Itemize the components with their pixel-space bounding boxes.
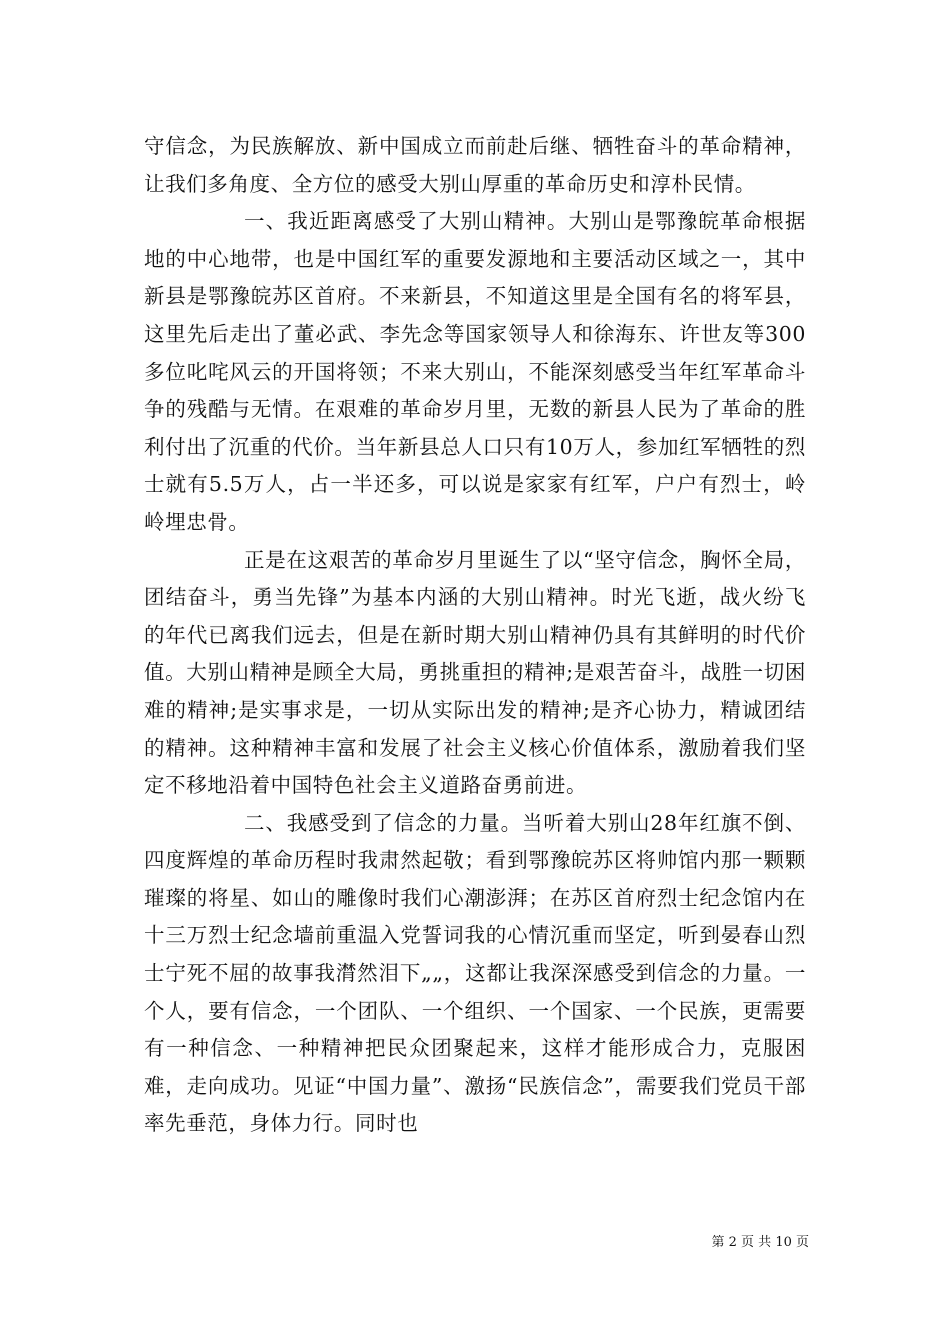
paragraph-dabieshan-spirit: 一、我近距离感受了大别山精神。大别山是鄂豫皖革命根据地的中心地带，也是中国红军的重要发源地和主要活动区域之一，其中新县是鄂豫皖苏区首府。不来新县，不知道这里是全国有名的将军县，这里先后走出了董必武、李先念等国家领导人和徐海东、许世友等300多位叱咤风云的开国将领；不来大别山，不能深刻感受当年红军革命斗争的残酷与无情。在艰难的革命岁月里，无数的新县人民为了革命的胜利付出了沉重的代价。当年新县总人口只有10万人，参加红军牺牲的烈士就有5.5万人，占一半还多，可以说是家家有红军，户户有烈士，岭岭埋忠骨。: [144, 209, 806, 534]
paragraph-spirit-meaning: 正是在这艰苦的革命岁月里诞生了以“坚守信念，胸怀全局，团结奋斗，勇当先锋”为基本内涵的大别山精神。时光飞逝，战火纷飞的年代已离我们远去，但是在新时期大别山精神仍具有其鲜明的时代价值。大别山精神是顾全大局，勇挑重担的精神;是艰苦奋斗，战胜一切困难的精神;是实事求是，一切从实际出发的精神;是齐心协力，精诚团结的精神。这种精神丰富和发展了社会主义核心价值体系，激励着我们坚定不移地沿着中国特色社会主义道路奋勇前进。: [144, 547, 806, 798]
document-body: [144, 128, 806, 1143]
paragraph-continuation: 守信念，为民族解放、新中国成立而前赴后继、牺牲奋斗的革命精神，让我们多角度、全方位的感受大别山厚重的革命历史和淳朴民情。: [144, 134, 806, 196]
page-number-footer: 第 2 页 共 10 页: [711, 1235, 809, 1250]
paragraph-power-of-belief: 二、我感受到了信念的力量。当听着大别山28年红旗不倒、四度辉煌的革命历程时我肃然起敬；看到鄂豫皖苏区将帅馆内那一颗颗璀璨的将星、如山的雕像时我们心潮澎湃；在苏区首府烈士纪念馆内在十三万烈士纪念墙前重温入党誓词我的心情沉重而坚定，听到晏春山烈士宁死不屈的故事我潸然泪下„„，这都让我深深感受到信念的力量。一个人，要有信念，一个团队、一个组织、一个国家、一个民族，更需要有一种信念、一种精神把民众团聚起来，这样才能形成合力，克服困难，走向成功。见证“中国力量”、激扬“民族信念”，需要我们党员干部率先垂范，身体力行。同时也: [144, 810, 806, 1136]
